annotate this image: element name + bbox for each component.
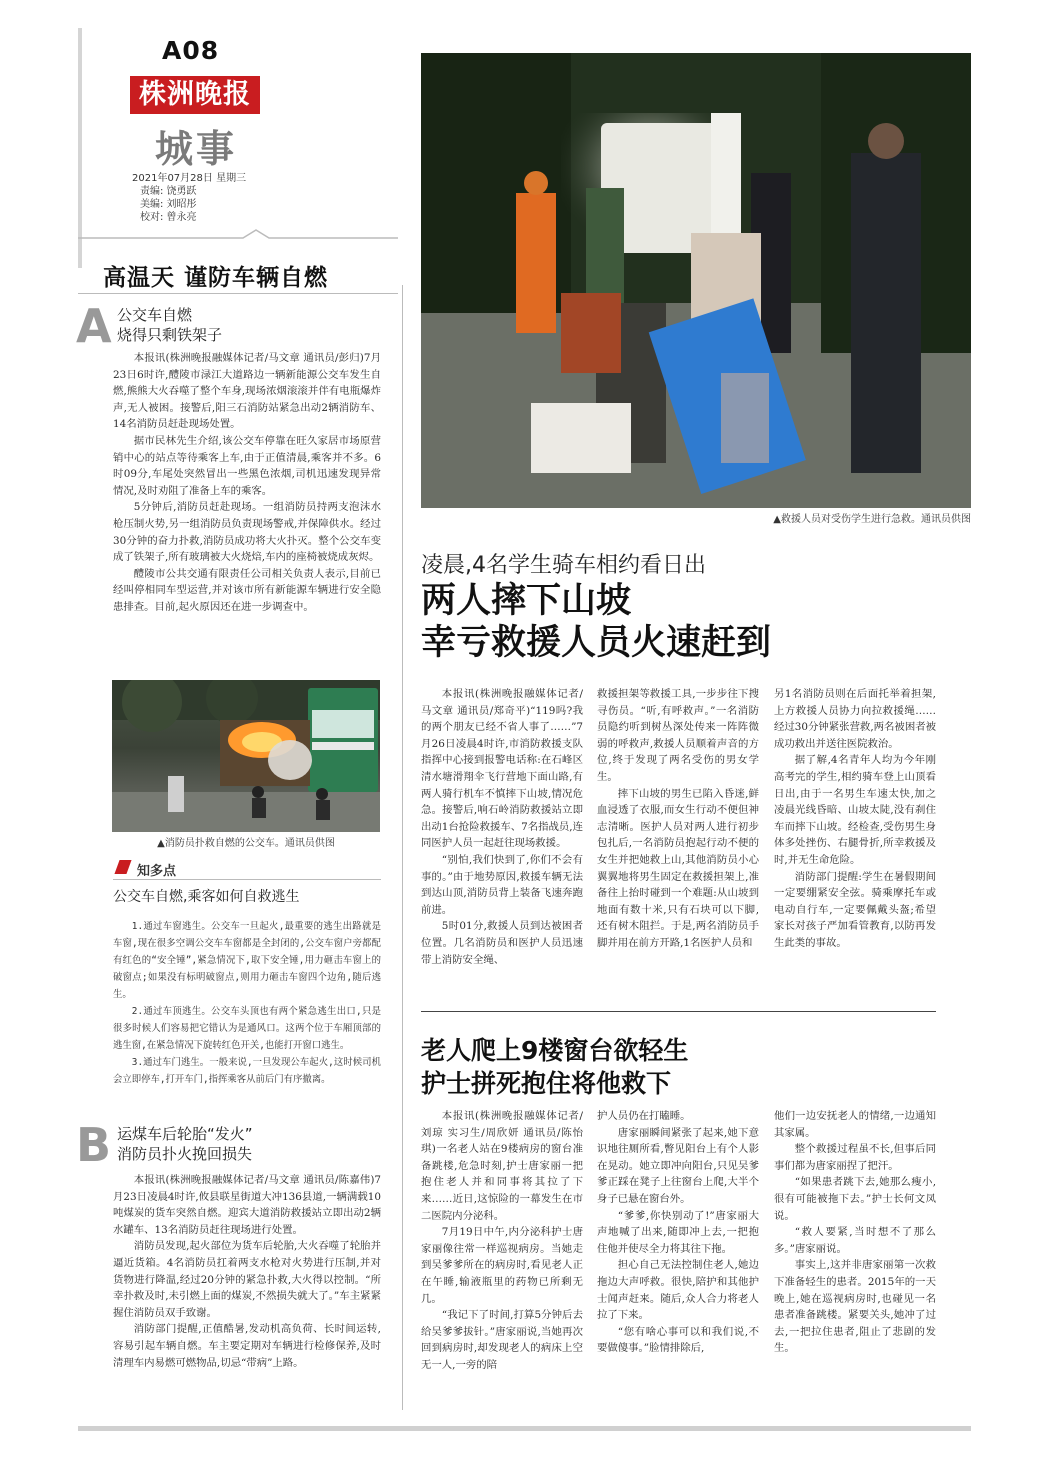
paragraph: 他们一边安抚老人的情绪,一边通知其家属。 <box>774 1110 936 1139</box>
tips-marker-icon <box>114 860 131 874</box>
paragraph: 救援担架等救援工具,一步步往下搜寻伤员。“听,有呼救声。”一名消防员隐约听到树丛深处传来一阵阵微弱的呼救声,救援人员顺着声音的方位,终于发现了两名受伤的男女学生。 <box>597 688 759 783</box>
rescue-photo-caption: ▲救援人员对受伤学生进行急救。通讯员供图 <box>773 514 971 525</box>
paragraph: 唐家丽瞬间紧张了起来,她下意识地往厕所看,瞥见阳台上有个人影在晃动。她立即冲向阳台,只见吴爹爹正踩在凳子上往窗台上爬,大半个身子已悬在窗台外。 <box>597 1126 759 1205</box>
paragraph: 5时01分,救援人员到达被困者位置。几名消防员和医护人员迅速带上消防安全绳、 <box>421 920 583 966</box>
tips-rule <box>113 879 381 880</box>
designer-credit: 美编: 刘昭彤 <box>140 199 197 210</box>
story2-headline-line1: 老人爬上9楼窗台欲轻生 <box>421 1036 689 1065</box>
paragraph: 担心自己无法控制住老人,她边拖边大声呼救。很快,陪护和其他护士闻声赶来。随后,众人合力将老人拉了下来。 <box>597 1259 759 1322</box>
story2-headline <box>421 1034 688 1100</box>
tip-item: 2.通过车顶逃生。公交车头顶也有两个紧急逃生出口,只是很多时候人们容易把它错认为是通风口。这两个位于车厢顶部的逃生窗,在紧急情况下旋转红色开关,也能打开窗口逃生。 <box>113 1006 381 1051</box>
paragraph: 消防员发现,起火部位为货车后轮胎,大火吞噬了轮胎并逼近货箱。4名消防员扛着两支水枪对火势进行压制,并对货物进行降温,经过20分钟的紧急扑救,大火得以控制。“所幸扑救及时,未引燃上面的煤炭,不然损失就大了。”车主紧紧握住消防员双手致谢。 <box>113 1240 381 1319</box>
editor-credit: 责编: 饶勇跃 <box>140 186 197 197</box>
story2-col2 <box>597 1108 759 1408</box>
paragraph: “我记下了时间,打算5分钟后去给吴爹爹拔针。”唐家丽说,当她再次回到病房时,却发现老人的病床上空无一人,一旁的陪 <box>421 1309 583 1371</box>
paragraph: 本报讯(株洲晚报融媒体记者/刘琼 实习生/周欣妍 通讯员/陈怡琪)一名老人站在9楼病房的窗台准备跳楼,危急时刻,护士唐家丽一把抱住老人并和同事将其拉了下来……近日,这惊险的一幕发生在市二医院内分泌科。 <box>421 1110 583 1222</box>
section-a-letter: A <box>76 299 112 353</box>
paragraph: 据市民林先生介绍,该公交车停靠在旺久家居市场原营销中心的站点等待乘客上车,由于正值清晨,乘客并不多。6时09分,车尾处突然冒出一些黑色浓烟,司机迅速发现异常情况,及时劝阻了准备上车的乘客。 <box>113 434 381 497</box>
headline-rule <box>78 293 398 294</box>
paragraph: 醴陵市公共交通有限责任公司相关负责人表示,目前已经叫停相同车型运营,并对该市所有新能源车辆进行安全隐患排查。目前,起火原因还在进一步调查中。 <box>113 567 381 613</box>
paragraph: 事实上,这并非唐家丽第一次救下准备轻生的患者。2015年的一天晚上,她在巡视病房时,也碰见一名患者准备跳楼。紧要关头,她冲了过去,一把拉住患者,阻止了悲剧的发生。 <box>774 1259 936 1355</box>
bus-photo-caption: ▲消防员扑救自燃的公交车。通讯员供图 <box>157 838 335 849</box>
bus-fire-illustration <box>112 680 380 832</box>
tip-item: 3.通过车门逃生。一般来说,一旦发现公车起火,这时候司机会立即停车,打开车门,指挥乘客从前后门有序撤离。 <box>113 1057 381 1085</box>
paragraph: 摔下山坡的男生已陷入昏迷,鲜血浸透了衣服,而女生行动不便但神志清晰。医护人员对两人进行初步包扎后,一名消防员抱起行动不便的女生并把她救上山,其他消防员小心翼翼地将男生固定在救援担架上,准备往上抬时碰到一个难题:从山坡到地面有数十米,只有石块可以下脚,还有树木阻拦。于是,两名消防员手脚并用在前方开路,1名医护人员和 <box>597 787 759 949</box>
paragraph: 本报讯(株洲晚报融媒体记者/马文章 通讯员/陈嘉伟)7月23日凌晨4时许,攸县联星街道大冲136县道,一辆满载10吨煤炭的货车突然自燃。迎宾大道消防救援站立即出动2辆水罐车、13名消防员赶往现场进行处置。 <box>113 1174 381 1236</box>
story1-col3 <box>774 686 936 991</box>
story1-col2 <box>597 686 759 991</box>
tip-item: 1.通过车窗逃生。公交车一旦起火,最重要的逃生出路就是车窗,现在很多空调公交车车窗都是全封闭的,公交车窗户旁都配有红色的“安全锤”,紧急情况下,取下安全锤,用力砸击车窗上的破窗点;如果没有标明破窗点,则用力砸击车窗四个边角,随后逃生。 <box>113 921 381 1000</box>
story1-headline-line2: 幸亏救援人员火速赶到 <box>421 623 772 663</box>
section-b-title-line2: 消防员扑火挽回损失 <box>117 1145 253 1163</box>
tips-label: 知多点 <box>137 864 177 879</box>
paragraph: 5分钟后,消防员赶赴现场。一组消防员持两支泡沫水枪压制火势,另一组消防员负责现场警戒,并保障供水。经过30分钟的奋力扑救,消防员成功将大火扑灭。整个公交车变成了铁架子,所有玻璃被大火烧焙,车内的座椅被烧成灰烬。 <box>113 501 381 564</box>
paragraph: “爹爹,你快别动了!”唐家丽大声地喊了出来,随即冲上去,一把抱住他并使尽全力将其往下拖。 <box>597 1209 759 1255</box>
column-divider <box>402 285 403 1410</box>
section-a-title-line2: 烧得只剩铁架子 <box>117 326 223 344</box>
section-a-title-line1: 公交车自燃 <box>117 306 193 324</box>
page-number: A08 <box>162 36 220 65</box>
bus-fire-photo <box>112 680 380 832</box>
tips-title: 公交车自燃,乘客如何自救逃生 <box>113 889 300 905</box>
left-headline: 高温天 谨防车辆自燃 <box>103 265 329 291</box>
story1-headline-line1: 两人摔下山坡 <box>421 581 632 621</box>
newspaper-logo: 株洲晚报 <box>130 76 260 114</box>
paragraph: “如果患者跳下去,她那么瘦小,很有可能被拖下去。”护士长何文凤说。 <box>774 1176 936 1222</box>
paragraph: 护人员仍在打瞌睡。 <box>597 1110 691 1122</box>
proofreader-credit: 校对: 曾永亮 <box>140 212 197 223</box>
paragraph: 另1名消防员则在后面托举着担架,上方救援人员协力向拉救援绳……经过30分钟紧张营救,两名被困者被成功救出并送往医院救治。 <box>774 688 936 750</box>
paragraph: 据了解,4名青年人均为今年刚高考完的学生,相约骑车登上山顶看日出,由于一名男生车速太快,加之凌晨光线昏暗、山坡太陡,没有刹住车而摔下山坡。经检查,受伤男生身体多处挫伤、右腿骨折,所幸救援及时,并无生命危险。 <box>774 754 936 866</box>
story1-headline <box>421 580 771 664</box>
paragraph: “别怕,我们快到了,你们不会有事的。”由于地势原因,救援车辆无法到达山顶,消防员背上装备飞速奔跑前进。 <box>421 853 583 916</box>
section-b-body <box>113 1172 381 1412</box>
footer-bar <box>78 1426 971 1431</box>
story2-headline-line2: 护士拼死抱住将他救下 <box>421 1069 672 1098</box>
story-divider <box>421 1011 936 1012</box>
section-title: 城事 <box>155 127 238 171</box>
rescue-photo <box>421 53 971 508</box>
issue-date: 2021年07月28日 星期三 <box>132 173 247 184</box>
paragraph: “救人要紧,当时想不了那么多。”唐家丽说。 <box>774 1226 936 1255</box>
story1-kicker: 凌晨,4名学生骑车相约看日出 <box>421 553 706 578</box>
paragraph: 7月19日中午,内分泌科护士唐家丽像往常一样巡视病房。当她走到吴爹爹所在的病房时,看见老人正在午睡,输液瓶里的药物已所剩无几。 <box>421 1226 583 1305</box>
issue-info <box>132 172 246 224</box>
section-b-title-line1: 运煤车后轮胎“发火” <box>117 1125 253 1143</box>
header-divider <box>78 228 398 248</box>
tips-body <box>113 918 381 1118</box>
paragraph: 本报讯(株洲晚报融媒体记者/马文章 通讯员/郑奇平)“119吗?我的两个朋友已经不省人事了……”7月26日凌晨4时许,市消防救援支队指挥中心接到报警电话称:在石峰区清水塘滑翔伞飞行营地下面山路,有两人骑行机车不慎摔下山坡,情况危急。接警后,响石岭消防救援站立即出动1台抢险救援车、7名指战员,连同医护人员一起赶往现场救援。 <box>421 688 583 850</box>
paragraph: 消防部门提醒,正值酷暑,发动机高负荷、长时间运转,容易引起车辆自燃。车主要定期对车辆进行检修保养,及时清理车内易燃可燃物品,切忌“带病”上路。 <box>113 1323 381 1369</box>
story2-col3 <box>774 1108 936 1408</box>
rescue-illustration <box>421 53 971 508</box>
paragraph: “您有啥心事可以和我们说,不要做傻事。”脸情排除后, <box>597 1325 759 1355</box>
section-b-title <box>117 1124 253 1164</box>
story1-col1 <box>421 686 583 991</box>
section-b-letter: B <box>76 1118 112 1172</box>
section-a-title <box>117 305 222 345</box>
paragraph: 整个救援过程虽不长,但事后同事们都为唐家丽捏了把汗。 <box>774 1143 936 1172</box>
section-a-body <box>113 350 381 678</box>
paragraph: 消防部门提醒:学生在暑假期间一定要绷紧安全弦。骑乘摩托车或电动自行车,一定要佩戴头盔;希望家长对孩子严加看管教育,以防再发生此类的事故。 <box>774 870 936 949</box>
paragraph: 本报讯(株洲晚报融媒体记者/马文章 通讯员/彭归)7月23日6时许,醴陵市渌江大道路边一辆新能源公交车发生自燃,熊熊大火吞噬了整个车身,现场浓烟滚滚并伴有电瓶爆炸声,无人被困。接警后,阳三石消防站紧急出动2辆消防车、14名消防员赶赴现场处置。 <box>113 352 381 431</box>
story2-col1 <box>421 1108 583 1408</box>
